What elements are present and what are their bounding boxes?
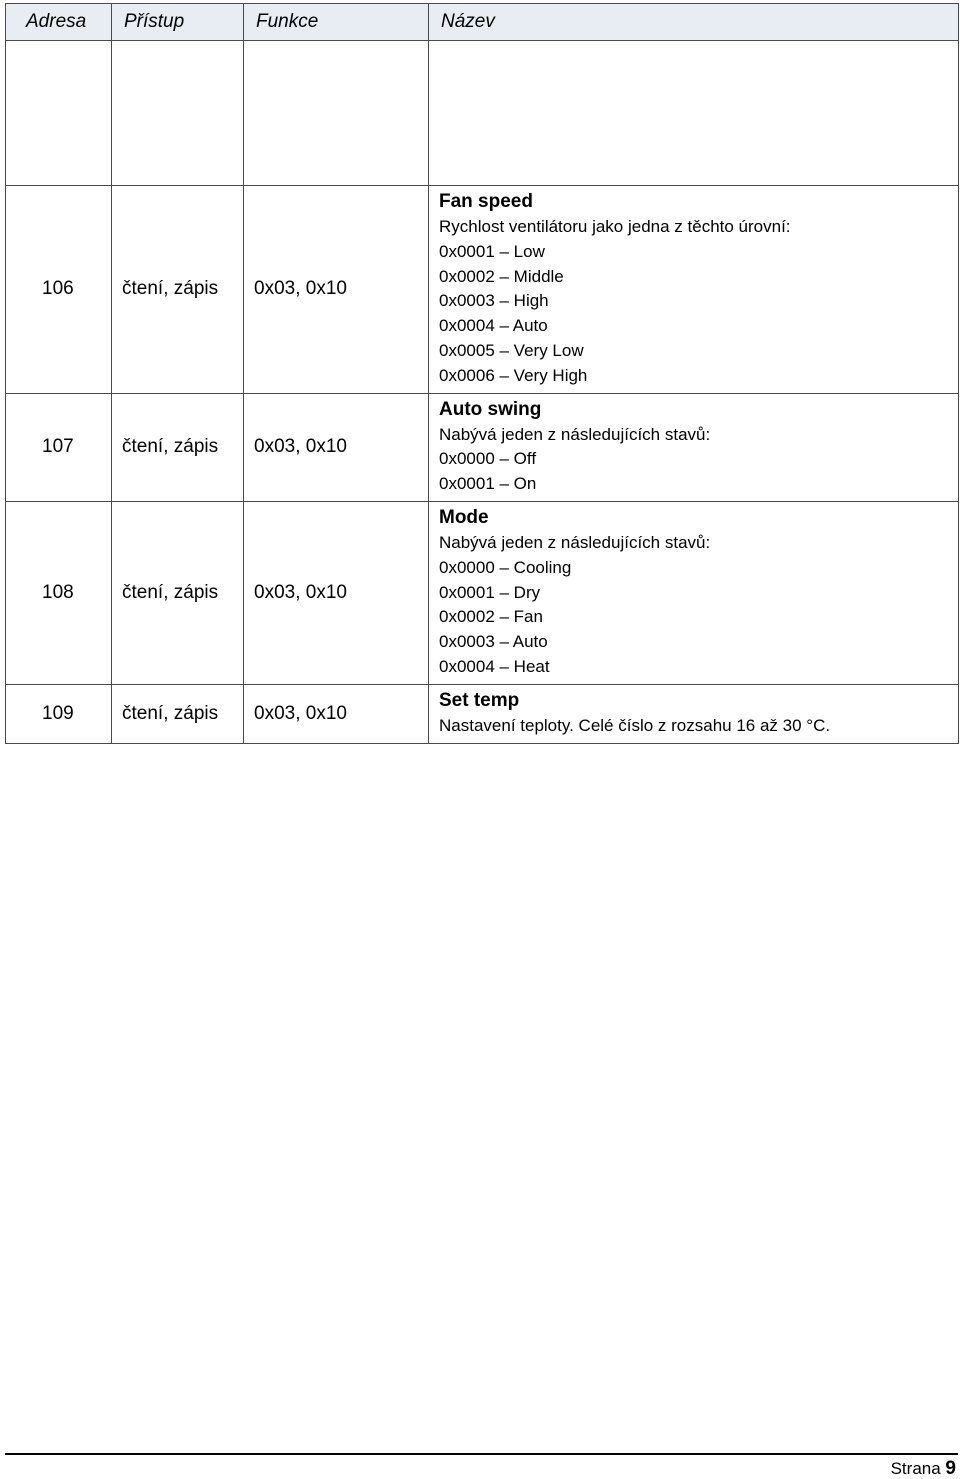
table-row bbox=[6, 393, 959, 501]
page-footer bbox=[891, 1459, 956, 1479]
description-line: Nastavení teploty. Celé číslo z rozsahu 16 až 30 °C. bbox=[439, 715, 831, 735]
description-line: 0x0000 – Off bbox=[439, 449, 537, 469]
description-line: 0x0003 – Auto bbox=[439, 632, 548, 652]
description-cell bbox=[429, 501, 959, 684]
description-line: 0x0006 – Very High bbox=[439, 365, 588, 385]
function-cell: 0x03, 0x10 bbox=[244, 684, 429, 743]
description-cell bbox=[429, 393, 959, 501]
description-line: 0x0001 – Low bbox=[439, 241, 545, 261]
table-row bbox=[6, 186, 959, 394]
register-table bbox=[5, 3, 959, 744]
description-cell bbox=[429, 186, 959, 394]
page-label: Strana bbox=[890, 1459, 941, 1478]
footer-divider bbox=[5, 1453, 958, 1455]
register-name: Mode bbox=[439, 506, 489, 528]
empty-cell bbox=[6, 41, 112, 186]
function-cell: 0x03, 0x10 bbox=[244, 393, 429, 501]
empty-cell bbox=[112, 41, 244, 186]
register-name: Auto swing bbox=[439, 398, 542, 420]
access-cell: čtení, zápis bbox=[112, 684, 244, 743]
description-line: 0x0000 – Cooling bbox=[439, 557, 572, 577]
description-cell bbox=[429, 684, 959, 743]
description-line: Nabývá jeden z následujících stavů: bbox=[439, 424, 711, 444]
header-address: Adresa bbox=[6, 4, 112, 41]
table-row bbox=[6, 684, 959, 743]
address-cell: 109 bbox=[6, 684, 112, 743]
access-cell: čtení, zápis bbox=[112, 186, 244, 394]
address-cell: 107 bbox=[6, 393, 112, 501]
table-header-row bbox=[6, 4, 959, 41]
description-line: 0x0004 – Heat bbox=[439, 656, 550, 676]
header-function: Funkce bbox=[244, 4, 429, 41]
description-line: Rychlost ventilátoru jako jedna z těchto úrovní: bbox=[439, 217, 791, 236]
register-name: Set temp bbox=[439, 689, 520, 711]
header-access: Přístup bbox=[112, 4, 244, 41]
function-cell: 0x03, 0x10 bbox=[244, 501, 429, 684]
description-line: 0x0002 – Fan bbox=[439, 607, 543, 627]
description-line: 0x0004 – Auto bbox=[439, 316, 548, 336]
header-name: Název bbox=[429, 4, 959, 41]
address-cell: 108 bbox=[6, 501, 112, 684]
description-line: Nabývá jeden z následujících stavů: bbox=[439, 532, 711, 552]
description-line: 0x0001 – On bbox=[439, 474, 537, 494]
access-cell: čtení, zápis bbox=[112, 393, 244, 501]
page-number: 9 bbox=[945, 1458, 956, 1479]
empty-cell bbox=[244, 41, 429, 186]
register-name: Fan speed bbox=[439, 191, 533, 212]
address-cell: 106 bbox=[6, 186, 112, 394]
description-line: 0x0003 – High bbox=[439, 291, 549, 311]
table-row bbox=[6, 501, 959, 684]
description-line: 0x0002 – Middle bbox=[439, 266, 564, 286]
access-cell: čtení, zápis bbox=[112, 501, 244, 684]
function-cell: 0x03, 0x10 bbox=[244, 186, 429, 394]
table-row-empty bbox=[6, 41, 959, 186]
description-line: 0x0005 – Very Low bbox=[439, 340, 584, 360]
empty-cell bbox=[429, 41, 959, 186]
description-line: 0x0001 – Dry bbox=[439, 582, 541, 602]
